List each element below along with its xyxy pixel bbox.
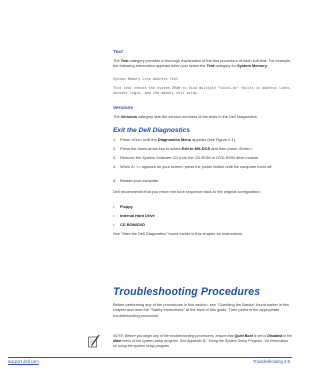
troubleshooting-heading: Troubleshooting Procedures (113, 286, 261, 298)
versions-heading: Versions (113, 106, 134, 111)
code-body: This test checks the system DRAM to find multiple "stuck-at" faults in address lines, decoder logic, and the memory cell array. (113, 87, 294, 96)
code-title: System Memory Line Address Test (113, 78, 179, 82)
bullet-icon: • (113, 204, 115, 209)
bullet-icon: • (113, 222, 115, 227)
versions-paragraph: The Versions category lists the version numbers of the tests in the Dell Diagnostics. (113, 114, 258, 119)
manual-page: Test The Test category provides a thorough explanation of the test procedure of each sub-test. For example, the following information appears when you select the Test category for System Memory: System Memory Line Address Test This test checks the system DRAM to find multiple "stuck-at" faults in address lines, decoder logic, and the memory cell array. Versions The Versions category lists the version numbers of the tests in the Dell Diagnostics. Exit the Dell Diagnostics 1. Press <Esc> until the Diagnostics Menu appears (see Figure 2-1). 2. Press the down-arrow key to select Exit to MS-DOS and then press <Enter>. 3. Remove the System Software CD from the CD-ROM or DVD-ROM drive module. 4. When A:\> appears on your screen, press the power button until the computer turns off. 5. Restart your computer. Dell recommends that you return the boot sequence back to the original configuration: • Floppy • Internal Hard Drive • CD ROM/DVD See "Start the Dell Diagnostics" found earlier in this chapter for instructions. Troubleshooting Procedures Before performing any of the procedures in this section, see "Checking the Basics" found earlier in this chapter and read the "Safety Instructions" at the front of this guide. Then perform the appropriate troubleshooting procedure. NOTE: Before you begin any of the troubleshooting procedures, ensure that Quiet Boot is set to Disabled in the Main menu of the system setup program. See Appendix B, "Using the System Setup Program," for information on using the system setup program. support.dell.com Troubleshooting 2-9 (8, 50, 294, 364)
exit-heading: Exit the Dell Diagnostics (113, 127, 190, 134)
boot-sequence-paragraph: Dell recommends that you return the boot sequence back to the original configuration: (113, 189, 261, 194)
troubleshooting-paragraph: Before performing any of the procedures in this section, see "Checking the Basics" found earlier in this chapter and read the "Safety Instructions" at the front of this guide. Then perform the appropriate troubleshooting procedure. (113, 302, 289, 318)
bullet-icon: • (113, 213, 115, 218)
note-pencil-icon (88, 334, 100, 348)
note-paragraph: NOTE: Before you begin any of the troubleshooting procedures, ensure that Quiet Boot is set to Disabled in the Main menu of the system setup program. See Appendix B, "Using the System Setup Program," for information on using the system setup program. (113, 334, 293, 348)
page-number: Troubleshooting 2-9 (252, 358, 290, 364)
see-start-paragraph: See "Start the Dell Diagnostics" found earlier in this chapter for instructions. (113, 231, 243, 236)
test-heading: Test (113, 50, 123, 55)
support-link[interactable]: support.dell.com (8, 358, 39, 364)
test-paragraph: The Test category provides a thorough explanation of the test procedure of each sub-test. For example, the following information appears when you select the Test category for System Memory: (113, 58, 292, 69)
footer-rule (8, 357, 292, 358)
